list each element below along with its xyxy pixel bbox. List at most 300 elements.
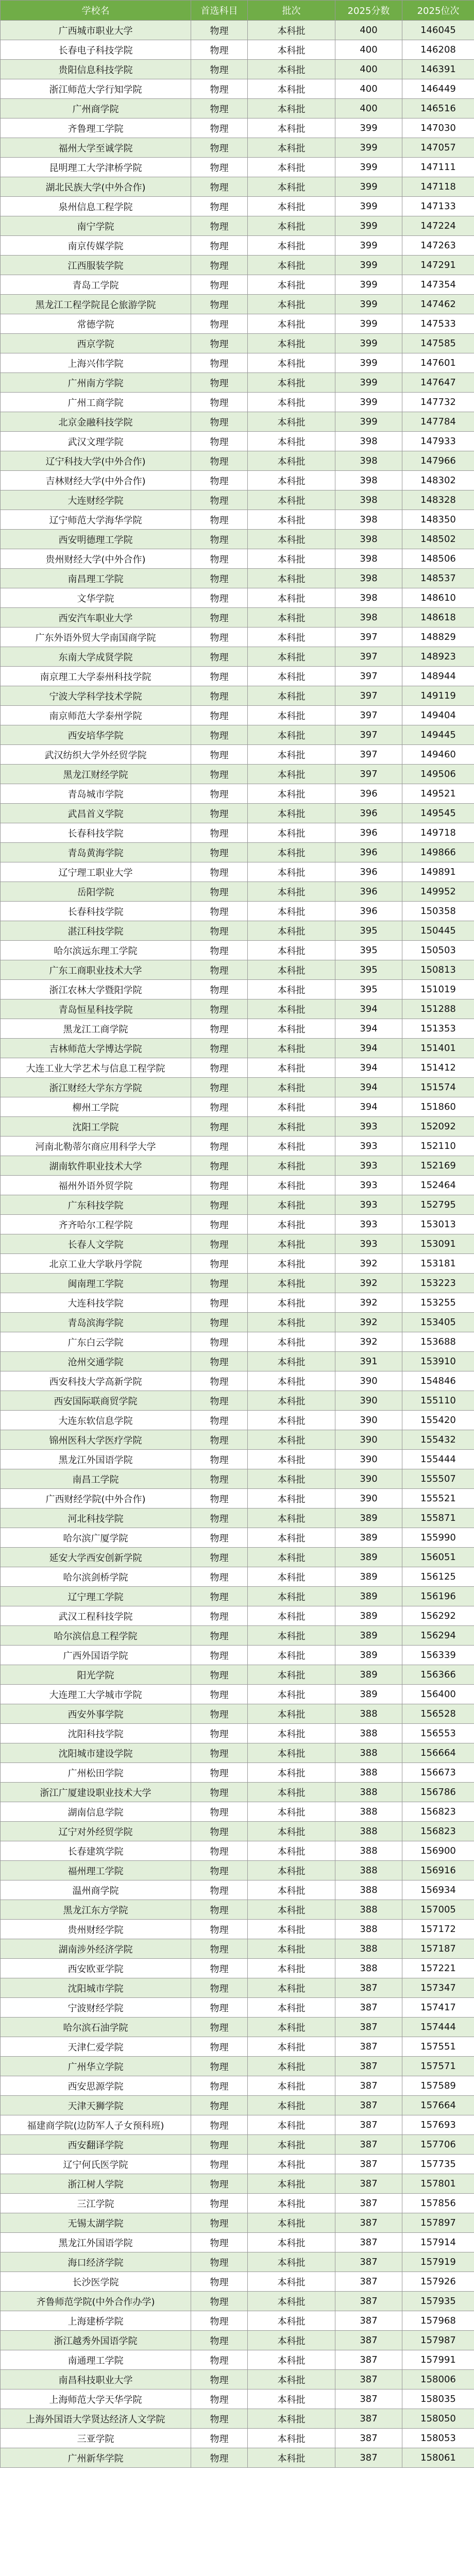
table-row: [1, 1450, 474, 1469]
table-row: [1, 2311, 474, 2331]
score-cell: 399: [335, 158, 402, 177]
score-cell: 387: [335, 1998, 402, 2018]
rank-cell: 155444: [402, 1450, 474, 1469]
subject-cell: 物理: [191, 1332, 248, 1352]
table-row: [1, 2409, 474, 2429]
table-row: [1, 1880, 474, 1900]
table-header-row: [1, 1, 474, 21]
batch-cell: 本科批: [248, 1606, 335, 1626]
subject-cell: 物理: [191, 628, 248, 647]
subject-cell: 物理: [191, 1274, 248, 1293]
rank-cell: 156900: [402, 1841, 474, 1861]
batch-cell: 本科批: [248, 784, 335, 804]
subject-cell: 物理: [191, 745, 248, 765]
score-cell: 396: [335, 784, 402, 804]
score-cell: 387: [335, 2018, 402, 2037]
batch-cell: 本科批: [248, 295, 335, 314]
score-cell: 398: [335, 608, 402, 628]
score-cell: 388: [335, 1920, 402, 1939]
subject-cell: 物理: [191, 1097, 248, 1117]
batch-cell: 本科批: [248, 725, 335, 745]
table-row: [1, 177, 474, 197]
batch-cell: 本科批: [248, 2018, 335, 2037]
subject-cell: 物理: [191, 784, 248, 804]
school-name-cell: 西安思源学院: [1, 2076, 191, 2096]
table-row: [1, 275, 474, 295]
table-row: [1, 2057, 474, 2076]
score-cell: 387: [335, 2135, 402, 2155]
table-row: [1, 158, 474, 177]
table-row: [1, 412, 474, 432]
score-cell: 394: [335, 999, 402, 1019]
school-name-cell: 齐齐哈尔工程学院: [1, 1215, 191, 1234]
score-cell: 399: [335, 138, 402, 158]
score-cell: 399: [335, 197, 402, 216]
subject-cell: 物理: [191, 1019, 248, 1039]
school-name-cell: 天津天狮学院: [1, 2096, 191, 2115]
school-name-cell: 黑龙江财经学院: [1, 765, 191, 784]
batch-cell: 本科批: [248, 1137, 335, 1156]
score-cell: 397: [335, 706, 402, 725]
table-row: [1, 784, 474, 804]
subject-cell: 物理: [191, 373, 248, 393]
rank-cell: 146045: [402, 21, 474, 40]
batch-cell: 本科批: [248, 2389, 335, 2409]
score-cell: 388: [335, 1802, 402, 1822]
subject-cell: 物理: [191, 569, 248, 588]
batch-cell: 本科批: [248, 510, 335, 530]
rank-cell: 146208: [402, 40, 474, 60]
batch-cell: 本科批: [248, 2233, 335, 2252]
score-cell: 395: [335, 941, 402, 960]
school-name-cell: 西安汽车职业大学: [1, 608, 191, 628]
school-name-cell: 宁波财经学院: [1, 1998, 191, 2018]
score-cell: 397: [335, 745, 402, 765]
rank-cell: 149119: [402, 686, 474, 706]
table-row: [1, 99, 474, 118]
table-row: [1, 1156, 474, 1176]
rank-cell: 147030: [402, 118, 474, 138]
school-name-cell: 浙江广厦建设职业技术大学: [1, 1783, 191, 1802]
score-cell: 387: [335, 2252, 402, 2272]
rank-cell: 156051: [402, 1548, 474, 1567]
batch-cell: 本科批: [248, 549, 335, 569]
subject-cell: 物理: [191, 353, 248, 373]
rank-cell: 156196: [402, 1587, 474, 1606]
score-cell: 388: [335, 1959, 402, 1978]
header-rank: 2025位次: [402, 1, 474, 21]
batch-cell: 本科批: [248, 588, 335, 608]
subject-cell: 物理: [191, 1783, 248, 1802]
batch-cell: 本科批: [248, 1234, 335, 1254]
score-cell: 387: [335, 1978, 402, 1998]
school-name-cell: 广东白云学院: [1, 1332, 191, 1352]
subject-cell: 物理: [191, 2096, 248, 2115]
table-row: [1, 510, 474, 530]
school-name-cell: 沈阳城市学院: [1, 1978, 191, 1998]
table-row: [1, 471, 474, 490]
school-name-cell: 哈尔滨剑桥学院: [1, 1567, 191, 1587]
table-row: [1, 295, 474, 314]
batch-cell: 本科批: [248, 60, 335, 79]
score-cell: 395: [335, 960, 402, 980]
school-name-cell: 上海建桥学院: [1, 2311, 191, 2331]
school-name-cell: 大连理工大学城市学院: [1, 1685, 191, 1704]
table-row: [1, 2096, 474, 2115]
rank-cell: 152110: [402, 1137, 474, 1156]
subject-cell: 物理: [191, 1430, 248, 1450]
subject-cell: 物理: [191, 1039, 248, 1058]
batch-cell: 本科批: [248, 1509, 335, 1528]
table-row: [1, 1685, 474, 1704]
table-row: [1, 2213, 474, 2233]
school-name-cell: 广州华立学院: [1, 2057, 191, 2076]
score-cell: 394: [335, 1097, 402, 1117]
rank-cell: 148350: [402, 510, 474, 530]
subject-cell: 物理: [191, 1704, 248, 1724]
school-name-cell: 南京理工大学泰州科技学院: [1, 667, 191, 686]
score-cell: 394: [335, 1078, 402, 1097]
rank-cell: 152464: [402, 1176, 474, 1195]
score-cell: 390: [335, 1371, 402, 1391]
rank-cell: 157444: [402, 2018, 474, 2037]
rank-cell: 152795: [402, 1195, 474, 1215]
subject-cell: 物理: [191, 2174, 248, 2194]
school-name-cell: 武汉纺织大学外经贸学院: [1, 745, 191, 765]
school-name-cell: 西安外事学院: [1, 1704, 191, 1724]
school-name-cell: 广西外国语学院: [1, 1646, 191, 1665]
school-name-cell: 西京学院: [1, 334, 191, 353]
subject-cell: 物理: [191, 1137, 248, 1156]
batch-cell: 本科批: [248, 1176, 335, 1195]
school-name-cell: 福州大学至诚学院: [1, 138, 191, 158]
subject-cell: 物理: [191, 2037, 248, 2057]
subject-cell: 物理: [191, 1371, 248, 1391]
subject-cell: 物理: [191, 1548, 248, 1567]
table-row: [1, 882, 474, 902]
table-row: [1, 1469, 474, 1489]
subject-cell: 物理: [191, 1078, 248, 1097]
subject-cell: 物理: [191, 60, 248, 79]
score-cell: 388: [335, 1724, 402, 1743]
table-row: [1, 1606, 474, 1626]
subject-cell: 物理: [191, 490, 248, 510]
score-cell: 389: [335, 1548, 402, 1567]
batch-cell: 本科批: [248, 1959, 335, 1978]
batch-cell: 本科批: [248, 1646, 335, 1665]
school-name-cell: 湛江科技学院: [1, 921, 191, 941]
table-row: [1, 1274, 474, 1293]
subject-cell: 物理: [191, 412, 248, 432]
subject-cell: 物理: [191, 1176, 248, 1195]
score-cell: 399: [335, 177, 402, 197]
table-row: [1, 999, 474, 1019]
school-name-cell: 广西城市职业大学: [1, 21, 191, 40]
table-row: [1, 1058, 474, 1078]
batch-cell: 本科批: [248, 412, 335, 432]
batch-cell: 本科批: [248, 2370, 335, 2389]
school-name-cell: 北京金融科技学院: [1, 412, 191, 432]
table-row: [1, 902, 474, 921]
rank-cell: 151574: [402, 1078, 474, 1097]
school-name-cell: 浙江师范大学行知学院: [1, 79, 191, 99]
table-row: [1, 2115, 474, 2135]
school-name-cell: 无锡太湖学院: [1, 2213, 191, 2233]
batch-cell: 本科批: [248, 1802, 335, 1822]
batch-cell: 本科批: [248, 138, 335, 158]
table-row: [1, 1978, 474, 1998]
subject-cell: 物理: [191, 1606, 248, 1626]
rank-cell: 147933: [402, 432, 474, 451]
rank-cell: 156528: [402, 1704, 474, 1724]
score-cell: 389: [335, 1509, 402, 1528]
subject-cell: 物理: [191, 2233, 248, 2252]
table-row: [1, 2448, 474, 2468]
school-name-cell: 福州理工学院: [1, 1861, 191, 1880]
score-cell: 390: [335, 1469, 402, 1489]
subject-cell: 物理: [191, 1959, 248, 1978]
score-cell: 388: [335, 1743, 402, 1763]
table-row: [1, 1763, 474, 1783]
school-name-cell: 昆明理工大学津桥学院: [1, 158, 191, 177]
score-cell: 388: [335, 1704, 402, 1724]
table-row: [1, 2370, 474, 2389]
rank-cell: 155990: [402, 1528, 474, 1548]
batch-cell: 本科批: [248, 2448, 335, 2468]
batch-cell: 本科批: [248, 2155, 335, 2174]
subject-cell: 物理: [191, 2370, 248, 2389]
school-name-cell: 西安欧亚学院: [1, 1959, 191, 1978]
rank-cell: 152169: [402, 1156, 474, 1176]
school-name-cell: 长春科技学院: [1, 823, 191, 843]
batch-cell: 本科批: [248, 1097, 335, 1117]
rank-cell: 147585: [402, 334, 474, 353]
school-name-cell: 南京师范大学泰州学院: [1, 706, 191, 725]
table-row: [1, 823, 474, 843]
table-row: [1, 1665, 474, 1685]
rank-cell: 150503: [402, 941, 474, 960]
score-cell: 400: [335, 60, 402, 79]
table-row: [1, 2429, 474, 2448]
batch-cell: 本科批: [248, 902, 335, 921]
rank-cell: 156292: [402, 1606, 474, 1626]
score-cell: 396: [335, 843, 402, 862]
batch-cell: 本科批: [248, 1489, 335, 1509]
score-cell: 398: [335, 510, 402, 530]
rank-cell: 155432: [402, 1430, 474, 1450]
school-name-cell: 齐鲁理工学院: [1, 118, 191, 138]
table-row: [1, 1841, 474, 1861]
rank-cell: 156934: [402, 1880, 474, 1900]
school-name-cell: 南昌科技职业大学: [1, 2370, 191, 2389]
subject-cell: 物理: [191, 1313, 248, 1332]
score-cell: 392: [335, 1313, 402, 1332]
score-cell: 396: [335, 804, 402, 823]
score-cell: 387: [335, 2115, 402, 2135]
rank-cell: 153181: [402, 1254, 474, 1274]
school-name-cell: 西安翻译学院: [1, 2135, 191, 2155]
table-row: [1, 745, 474, 765]
school-name-cell: 贵州财经学院: [1, 1920, 191, 1939]
subject-cell: 物理: [191, 1469, 248, 1489]
batch-cell: 本科批: [248, 2272, 335, 2292]
subject-cell: 物理: [191, 138, 248, 158]
school-name-cell: 青岛恒星科技学院: [1, 999, 191, 1019]
school-name-cell: 青岛黄海学院: [1, 843, 191, 862]
subject-cell: 物理: [191, 99, 248, 118]
score-cell: 393: [335, 1195, 402, 1215]
score-cell: 399: [335, 275, 402, 295]
table-row: [1, 1646, 474, 1665]
score-cell: 388: [335, 1783, 402, 1802]
table-row: [1, 1137, 474, 1156]
score-cell: 393: [335, 1117, 402, 1137]
batch-cell: 本科批: [248, 1665, 335, 1685]
rank-cell: 149404: [402, 706, 474, 725]
subject-cell: 物理: [191, 1254, 248, 1274]
table-row: [1, 843, 474, 862]
score-cell: 388: [335, 1763, 402, 1783]
rank-cell: 155521: [402, 1489, 474, 1509]
school-name-cell: 上海师范大学天华学院: [1, 2389, 191, 2409]
score-cell: 387: [335, 2076, 402, 2096]
table-row: [1, 1313, 474, 1332]
batch-cell: 本科批: [248, 1548, 335, 1567]
subject-cell: 物理: [191, 2076, 248, 2096]
table-row: [1, 2018, 474, 2037]
score-cell: 397: [335, 667, 402, 686]
score-cell: 387: [335, 2292, 402, 2311]
score-cell: 388: [335, 1841, 402, 1861]
table-row: [1, 1293, 474, 1313]
table-row: [1, 2174, 474, 2194]
batch-cell: 本科批: [248, 1763, 335, 1783]
score-cell: 399: [335, 393, 402, 412]
subject-cell: 物理: [191, 1626, 248, 1646]
rank-cell: 147111: [402, 158, 474, 177]
score-cell: 399: [335, 295, 402, 314]
rank-cell: 146449: [402, 79, 474, 99]
table-row: [1, 2037, 474, 2057]
subject-cell: 物理: [191, 510, 248, 530]
subject-cell: 物理: [191, 960, 248, 980]
batch-cell: 本科批: [248, 1783, 335, 1802]
batch-cell: 本科批: [248, 2409, 335, 2429]
batch-cell: 本科批: [248, 334, 335, 353]
rank-cell: 157221: [402, 1959, 474, 1978]
batch-cell: 本科批: [248, 2135, 335, 2155]
score-cell: 398: [335, 432, 402, 451]
table-row: [1, 2331, 474, 2350]
score-cell: 399: [335, 353, 402, 373]
score-cell: 400: [335, 40, 402, 60]
batch-cell: 本科批: [248, 1254, 335, 1274]
subject-cell: 物理: [191, 2252, 248, 2272]
subject-cell: 物理: [191, 295, 248, 314]
subject-cell: 物理: [191, 2155, 248, 2174]
score-cell: 394: [335, 1039, 402, 1058]
table-row: [1, 2292, 474, 2311]
score-cell: 399: [335, 334, 402, 353]
subject-cell: 物理: [191, 2429, 248, 2448]
subject-cell: 物理: [191, 334, 248, 353]
rank-cell: 147133: [402, 197, 474, 216]
batch-cell: 本科批: [248, 1469, 335, 1489]
subject-cell: 物理: [191, 608, 248, 628]
batch-cell: 本科批: [248, 2331, 335, 2350]
score-cell: 393: [335, 1176, 402, 1195]
subject-cell: 物理: [191, 2389, 248, 2409]
score-cell: 388: [335, 1939, 402, 1959]
table-row: [1, 216, 474, 236]
school-name-cell: 沧州交通学院: [1, 1352, 191, 1371]
score-cell: 398: [335, 549, 402, 569]
school-name-cell: 贵州财经大学(中外合作): [1, 549, 191, 569]
score-cell: 389: [335, 1685, 402, 1704]
batch-cell: 本科批: [248, 197, 335, 216]
score-cell: 387: [335, 2213, 402, 2233]
rank-cell: 156823: [402, 1802, 474, 1822]
rank-cell: 148502: [402, 530, 474, 549]
score-cell: 389: [335, 1567, 402, 1587]
subject-cell: 物理: [191, 1234, 248, 1254]
rank-cell: 157897: [402, 2213, 474, 2233]
subject-cell: 物理: [191, 1685, 248, 1704]
school-name-cell: 长沙医学院: [1, 2272, 191, 2292]
batch-cell: 本科批: [248, 1587, 335, 1606]
score-cell: 387: [335, 2194, 402, 2213]
batch-cell: 本科批: [248, 2350, 335, 2370]
table-row: [1, 2076, 474, 2096]
batch-cell: 本科批: [248, 1450, 335, 1469]
batch-cell: 本科批: [248, 471, 335, 490]
batch-cell: 本科批: [248, 373, 335, 393]
rank-cell: 150445: [402, 921, 474, 941]
rank-cell: 156400: [402, 1685, 474, 1704]
rank-cell: 147732: [402, 393, 474, 412]
batch-cell: 本科批: [248, 1039, 335, 1058]
score-cell: 387: [335, 2155, 402, 2174]
school-name-cell: 沈阳城市建设学院: [1, 1743, 191, 1763]
school-name-cell: 长春科技学院: [1, 902, 191, 921]
batch-cell: 本科批: [248, 999, 335, 1019]
batch-cell: 本科批: [248, 628, 335, 647]
school-name-cell: 大连科技学院: [1, 1293, 191, 1313]
batch-cell: 本科批: [248, 706, 335, 725]
subject-cell: 物理: [191, 1724, 248, 1743]
batch-cell: 本科批: [248, 1822, 335, 1841]
batch-cell: 本科批: [248, 2252, 335, 2272]
table-row: [1, 980, 474, 999]
rank-cell: 148944: [402, 667, 474, 686]
subject-cell: 物理: [191, 1978, 248, 1998]
table-row: [1, 1411, 474, 1430]
batch-cell: 本科批: [248, 236, 335, 256]
batch-cell: 本科批: [248, 530, 335, 549]
school-name-cell: 闽南理工学院: [1, 1274, 191, 1293]
school-name-cell: 阳光学院: [1, 1665, 191, 1685]
score-cell: 389: [335, 1606, 402, 1626]
school-name-cell: 上海外国语大学贤达经济人文学院: [1, 2409, 191, 2429]
school-name-cell: 广州工商学院: [1, 393, 191, 412]
rank-cell: 157693: [402, 2115, 474, 2135]
table-row: [1, 40, 474, 60]
school-name-cell: 广西财经学院(中外合作): [1, 1489, 191, 1509]
batch-cell: 本科批: [248, 1704, 335, 1724]
school-name-cell: 吉林财经大学(中外合作): [1, 471, 191, 490]
batch-cell: 本科批: [248, 1195, 335, 1215]
rank-cell: 154846: [402, 1371, 474, 1391]
